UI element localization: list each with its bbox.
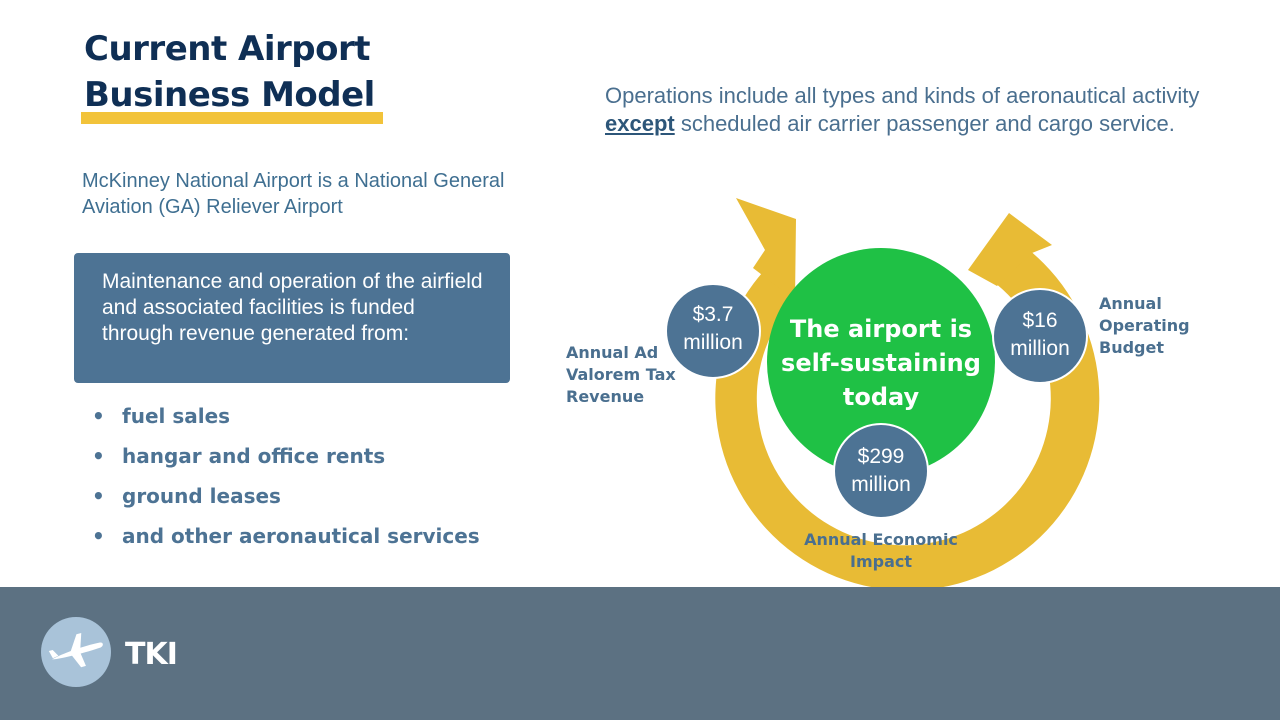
- budget-label-line-3: Budget: [1099, 338, 1164, 357]
- tki-logo-text: TKI: [125, 637, 177, 672]
- operating-budget-unit: million: [1010, 337, 1070, 360]
- operations-note: [605, 82, 1215, 138]
- list-item: [92, 516, 480, 556]
- operations-note-text: Operations include all types and kinds of aeronautical activity: [605, 83, 1200, 108]
- bullet-icon: •: [92, 524, 105, 548]
- title-line-2: Business Model: [84, 72, 375, 118]
- bullet-icon: •: [92, 444, 105, 468]
- economic-impact-label: [781, 529, 981, 573]
- funding-callout-box: [74, 253, 510, 383]
- list-item: [92, 396, 480, 436]
- list-item: [92, 436, 480, 476]
- bullet-text-hangar-rents: hangar and office rents: [122, 444, 386, 468]
- center-text-line-3: today: [842, 383, 920, 411]
- airplane-icon: [41, 617, 111, 687]
- bullet-text-fuel-sales: fuel sales: [122, 404, 231, 428]
- economic-impact-badge: [834, 424, 928, 518]
- tax-label-line-3: Revenue: [566, 387, 645, 406]
- operating-budget-label: [1099, 293, 1190, 359]
- budget-label-line-2: Operating: [1099, 316, 1190, 335]
- operations-note-emphasis: except: [605, 111, 675, 136]
- center-text-line-1: The airport is: [789, 315, 973, 343]
- bullet-text-other-services: and other aeronautical services: [122, 524, 480, 548]
- footer-bar: [0, 587, 1280, 720]
- tax-revenue-label: [566, 342, 676, 408]
- bullet-icon: •: [92, 484, 105, 508]
- tax-label-line-1: Annual Ad: [566, 343, 659, 362]
- economic-impact-unit: million: [851, 473, 911, 496]
- slide-title: [84, 26, 375, 118]
- title-line-1: Current Airport: [84, 29, 370, 69]
- list-item: [92, 476, 480, 516]
- bullet-icon: •: [92, 404, 105, 428]
- revenue-sources-list: [92, 396, 480, 556]
- airport-intro-text: McKinney National Airport is a National General Aviation (GA) Reliever Airport: [82, 170, 505, 218]
- tax-revenue-unit: million: [683, 331, 743, 354]
- center-text-line-2: self-sustaining: [781, 349, 981, 377]
- funding-callout-text: Maintenance and operation of the airfield and associated facilities is funded through revenue generated from:: [102, 270, 483, 345]
- operations-note-text-end: scheduled air carrier passenger and cargo service.: [674, 111, 1175, 136]
- operating-budget-amount: $16: [1022, 309, 1058, 332]
- tki-logo-badge: [41, 617, 111, 687]
- bullet-text-ground-leases: ground leases: [122, 484, 281, 508]
- tax-revenue-amount: $3.7: [692, 303, 734, 326]
- tax-label-line-2: Valorem Tax: [566, 365, 676, 384]
- impact-label-line-2: Impact: [849, 552, 912, 571]
- economic-impact-amount: $299: [857, 445, 905, 468]
- budget-label-line-1: Annual: [1099, 294, 1162, 313]
- operating-budget-badge: [993, 289, 1087, 383]
- impact-label-line-1: Annual Economic: [804, 530, 958, 549]
